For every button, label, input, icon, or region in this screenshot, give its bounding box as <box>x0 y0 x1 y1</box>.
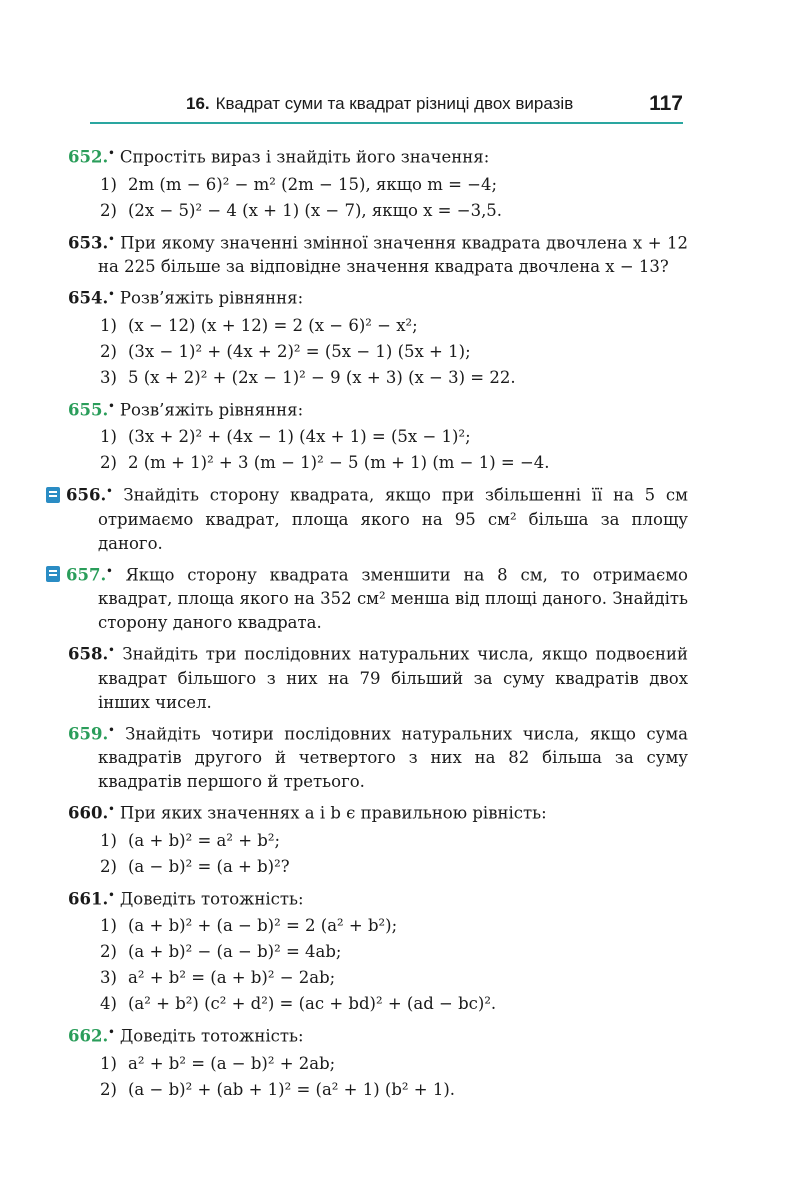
exercise-items <box>100 828 688 880</box>
exercise-number: 656. <box>66 485 107 505</box>
exercise-statement <box>68 719 688 795</box>
exercise-item <box>100 913 688 939</box>
item-expression: (a + b)² = a² + b²; <box>128 830 281 850</box>
difficulty-mark: • <box>106 486 113 497</box>
exercise-statement <box>68 798 688 826</box>
exercise-item <box>100 991 688 1017</box>
exercise-items <box>100 1051 688 1103</box>
item-expression: 2m (m − 6)² − m² (2m − 15), якщо m = −4; <box>128 174 498 194</box>
exercise <box>68 639 688 719</box>
exercise-items <box>100 424 688 476</box>
difficulty-mark: • <box>108 724 115 736</box>
exercise <box>68 1021 688 1107</box>
exercise <box>68 719 688 799</box>
exercise-text: Знайдіть чотири послідовних натуральних числа, якщо сума квадратів другого й четвертого з них на 82 більша за суму квадратів першого й третього. <box>98 724 688 791</box>
exercise-text: Доведіть тотожність: <box>119 1026 304 1046</box>
exercise <box>68 884 688 1022</box>
section-title <box>186 94 573 114</box>
book-icon <box>46 566 60 582</box>
difficulty-mark: • <box>108 645 115 656</box>
exercise-number: 659. <box>68 724 109 743</box>
exercise-statement <box>68 480 688 556</box>
difficulty-mark: • <box>108 1027 115 1038</box>
exercise-list <box>68 142 688 1107</box>
section-title-text: Квадрат суми та квадрат різниці двох виразів <box>215 94 574 113</box>
exercise-statement <box>68 142 688 170</box>
item-label: 4) <box>100 994 117 1013</box>
exercise-item <box>100 365 688 391</box>
exercise-statement <box>68 884 688 912</box>
item-expression: (3x − 1)² + (4x + 2)² = (5x − 1) (5x + 1); <box>128 341 471 361</box>
exercise <box>68 283 688 395</box>
exercise-items <box>100 313 688 391</box>
exercise-text: Розв’яжіть рівняння: <box>119 400 304 419</box>
exercise-number: 661. <box>68 889 109 908</box>
item-label: 2) <box>100 453 117 472</box>
exercise <box>68 142 688 228</box>
item-expression: (a − b)² + (ab + 1)² = (a² + 1) (b² + 1). <box>128 1079 456 1099</box>
exercise-number: 662. <box>68 1026 109 1046</box>
exercise-item <box>100 424 688 450</box>
section-number: 16. <box>186 94 210 113</box>
exercise <box>68 480 688 560</box>
difficulty-mark: • <box>108 233 115 245</box>
spacer <box>68 1103 688 1107</box>
item-label: 1) <box>100 1053 117 1073</box>
exercise-text: Доведіть тотожність: <box>119 889 304 908</box>
item-label: 1) <box>100 174 117 194</box>
exercise-number: 658. <box>68 644 109 664</box>
exercise-item <box>100 965 688 991</box>
difficulty-mark: • <box>108 148 115 159</box>
exercise-text: При якому значенні змінної значення квадрата двочлена x + 12 на 225 більше за відповідне значення квадрата двочлена x − 13? <box>98 233 688 276</box>
item-expression: (x − 12) (x + 12) = 2 (x − 6)² − x²; <box>128 315 418 335</box>
exercise-number: 652. <box>68 147 109 167</box>
item-label: 1) <box>100 427 117 446</box>
exercise-statement <box>68 283 688 311</box>
item-label: 1) <box>100 315 117 335</box>
exercise-statement <box>68 1021 688 1049</box>
exercise-item <box>100 1077 688 1103</box>
exercise-item <box>100 939 688 965</box>
item-expression: (a² + b²) (c² + d²) = (ac + bd)² + (ad − bc)². <box>128 994 497 1013</box>
exercise-statement <box>68 395 688 423</box>
difficulty-mark: • <box>108 804 115 815</box>
item-label: 2) <box>100 200 117 220</box>
book-icon <box>46 487 60 503</box>
exercise-text: Знайдіть три послідовних натуральних числа, якщо подвоєний квадрат більшого з них на 79 більший за суму квадратів двох інших чисел. <box>98 644 688 712</box>
item-label: 2) <box>100 341 117 361</box>
difficulty-mark: • <box>108 289 115 300</box>
exercise-text: Спростіть вираз і знайдіть його значення: <box>119 147 490 167</box>
exercise <box>68 798 688 884</box>
exercise-text: Знайдіть сторону квадрата, якщо при збільшенні її на 5 см отримаємо квадрат, площа якого на 95 см² більша за площу даного. <box>98 485 688 553</box>
item-label: 1) <box>100 830 117 850</box>
item-label: 2) <box>100 1079 117 1099</box>
exercise-item <box>100 828 688 854</box>
exercise <box>68 560 688 640</box>
exercise <box>68 395 688 481</box>
item-label: 1) <box>100 916 117 935</box>
exercise-text: При яких значеннях a і b є правильною рівність: <box>119 803 547 823</box>
page-header <box>90 92 683 124</box>
item-expression: 2 (m + 1)² + 3 (m − 1)² − 5 (m + 1) (m − 1) = −4. <box>128 453 550 472</box>
exercise-number: 660. <box>68 803 109 823</box>
exercise-item <box>100 1051 688 1077</box>
exercise-text: Якщо сторону квадрата зменшити на 8 см, то отримаємо квадрат, площа якого на 352 см² менша від площі даного. Знайдіть сторону даного квадрата. <box>98 565 688 632</box>
item-label: 2) <box>100 856 117 876</box>
exercise-item <box>100 450 688 476</box>
exercise <box>68 228 688 284</box>
exercise-text: Розв’яжіть рівняння: <box>119 288 304 308</box>
exercise-item <box>100 198 688 224</box>
exercise-item <box>100 339 688 365</box>
exercise-items <box>100 913 688 1017</box>
exercise-number: 653. <box>68 233 109 252</box>
exercise-number: 657. <box>66 565 107 584</box>
exercise-items <box>100 172 688 224</box>
item-expression: a² + b² = (a + b)² − 2ab; <box>128 968 336 987</box>
item-label: 3) <box>100 968 117 987</box>
page-number: 117 <box>649 92 683 115</box>
difficulty-mark: • <box>108 889 115 901</box>
item-expression: a² + b² = (a − b)² + 2ab; <box>128 1053 336 1073</box>
item-expression: (2x − 5)² − 4 (x + 1) (x − 7), якщо x = −3,5. <box>128 200 503 220</box>
item-label: 2) <box>100 942 117 961</box>
item-label: 3) <box>100 367 117 387</box>
exercise-statement <box>68 560 688 636</box>
exercise-item <box>100 313 688 339</box>
item-expression: 5 (x + 2)² + (2x − 1)² − 9 (x + 3) (x − 3) = 22. <box>128 367 516 387</box>
exercise-item <box>100 172 688 198</box>
item-expression: (a − b)² = (a + b)²? <box>128 856 290 876</box>
item-expression: (a + b)² + (a − b)² = 2 (a² + b²); <box>128 916 398 935</box>
exercise-number: 654. <box>68 288 109 308</box>
exercise-item <box>100 854 688 880</box>
exercise-statement <box>68 639 688 715</box>
exercise-statement <box>68 228 688 280</box>
difficulty-mark: • <box>106 565 113 577</box>
exercise-number: 655. <box>68 400 109 419</box>
item-expression: (3x + 2)² + (4x − 1) (4x + 1) = (5x − 1)²; <box>128 427 471 446</box>
difficulty-mark: • <box>108 400 115 412</box>
item-expression: (a + b)² − (a − b)² = 4ab; <box>128 942 342 961</box>
